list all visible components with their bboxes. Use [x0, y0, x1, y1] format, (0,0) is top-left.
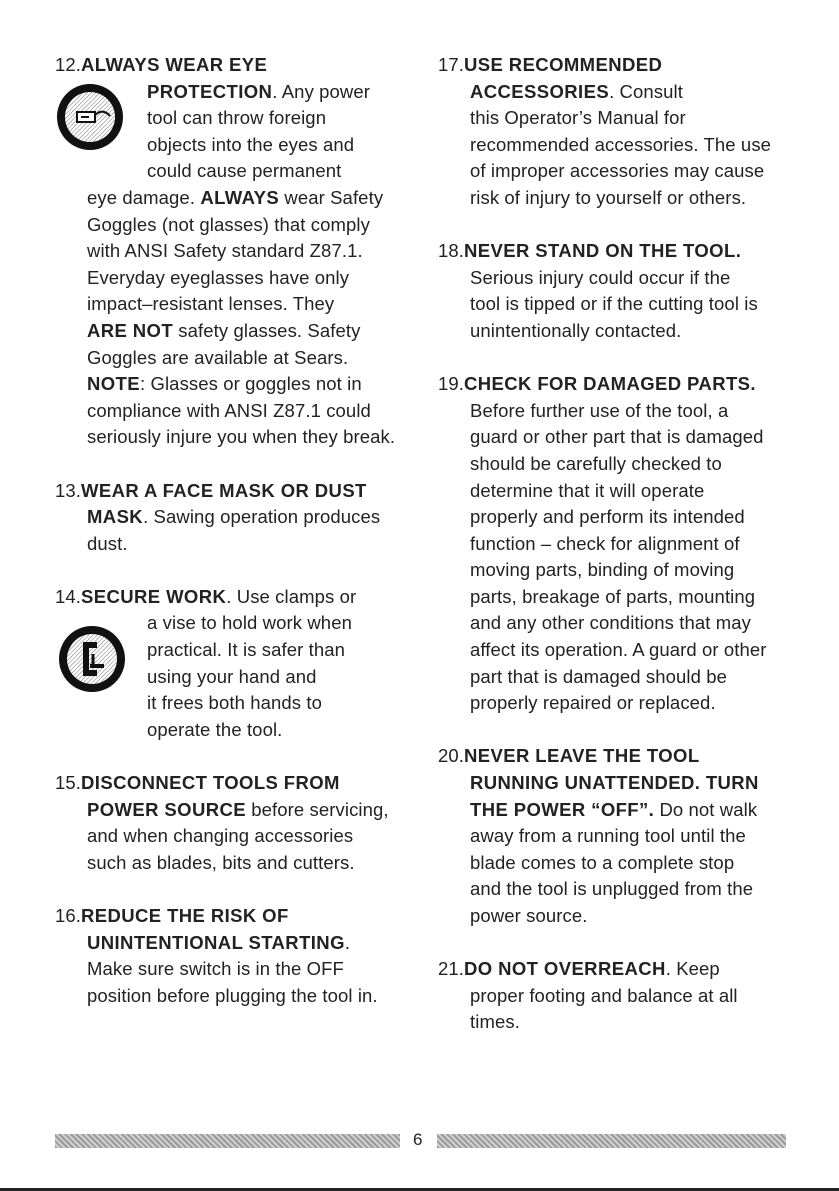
- item-title: WEAR A FACE MASK OR DUST: [81, 479, 367, 501]
- item-text: before servicing,: [245, 798, 389, 820]
- item-text: blade comes to a complete stop: [470, 851, 735, 873]
- item-21: [438, 956, 808, 1036]
- item-number: 19.: [438, 373, 465, 395]
- item-16: [55, 903, 407, 1009]
- item-12: [55, 52, 407, 451]
- item-text: impact–resistant lenses. They: [87, 293, 335, 315]
- item-text: Serious injury could occur if the: [470, 266, 731, 288]
- item-title-cont: ACCESSORIES: [470, 80, 610, 102]
- item-text: practical. It is safer than: [147, 639, 346, 661]
- item-text: Goggles are available at Sears.: [87, 346, 349, 368]
- item-19: [438, 371, 808, 717]
- page-number: 6: [413, 1130, 423, 1149]
- item-text: objects into the eyes and: [147, 133, 355, 155]
- item-text: with ANSI Safety standard Z87.1.: [87, 240, 363, 262]
- item-number: 16.: [55, 905, 82, 926]
- item-text: a vise to hold work when: [147, 612, 352, 634]
- item-text: risk of injury to yourself or others.: [470, 186, 747, 208]
- item-text: function – check for alignment of: [470, 532, 740, 554]
- item-number: 18.: [438, 240, 465, 262]
- footer-bar-left: [55, 1134, 400, 1148]
- item-title: USE RECOMMENDED: [464, 54, 663, 75]
- item-title: SECURE WORK: [81, 585, 227, 607]
- item-text: eye damage.: [87, 186, 201, 208]
- item-text: .: [750, 373, 756, 395]
- item-title-cont: PROTECTION: [147, 80, 273, 102]
- item-15: [55, 770, 407, 876]
- item-text: part that is damaged should be: [470, 665, 728, 687]
- item-text: and any other conditions that may: [470, 612, 751, 634]
- item-text: could cause permanent: [147, 160, 342, 182]
- item-text: recommended accessories. The use: [470, 133, 772, 155]
- item-number: 21.: [438, 958, 465, 980]
- item-text: compliance with ANSI Z87.1 could: [87, 399, 371, 421]
- item-text: of improper accessories may cause: [470, 160, 765, 182]
- item-text: . Keep: [665, 958, 720, 980]
- emphasis: ARE NOT: [87, 319, 174, 341]
- right-column: [438, 52, 808, 1063]
- item-text: .: [344, 931, 351, 953]
- item-text: away from a running tool until the: [470, 825, 746, 847]
- item-text: operate the tool.: [147, 718, 283, 740]
- item-text: : Glasses or goggles not in: [140, 373, 362, 395]
- item-number: 20.: [438, 745, 465, 767]
- item-text: this Operator’s Manual for: [470, 107, 686, 129]
- emphasis: ALWAYS: [200, 186, 280, 208]
- item-title-cont: UNINTENTIONAL STARTING: [87, 931, 345, 953]
- item-title: REDUCE THE RISK OF: [81, 905, 289, 926]
- item-title: CHECK FOR DAMAGED PARTS: [464, 373, 751, 395]
- item-number: 15.: [55, 772, 82, 794]
- item-text: Do not walk: [654, 798, 758, 820]
- item-title: NEVER STAND ON THE TOOL: [464, 240, 736, 262]
- item-text: safety glasses. Safety: [173, 319, 361, 341]
- item-title: NEVER LEAVE THE TOOL: [464, 745, 700, 767]
- item-text: unintentionally contacted.: [470, 319, 682, 341]
- item-text: Everyday eyeglasses have only: [87, 266, 350, 288]
- item-title-cont: POWER SOURCE: [87, 798, 246, 820]
- item-title: ALWAYS WEAR EYE: [81, 54, 268, 75]
- item-text: . Any power: [272, 80, 371, 102]
- item-title: DISCONNECT TOOLS FROM: [81, 772, 340, 794]
- item-text: seriously injure you when they break.: [87, 426, 396, 448]
- safety-goggles-icon: [55, 82, 127, 154]
- item-text: wear Safety: [279, 186, 384, 208]
- item-title-cont: RUNNING UNATTENDED. TURN: [470, 772, 759, 794]
- item-title: DO NOT OVERREACH: [464, 958, 666, 980]
- item-text: moving parts, binding of moving: [470, 559, 735, 581]
- item-text: Before further use of the tool, a: [470, 399, 729, 421]
- item-text: .: [735, 240, 742, 262]
- item-text: dust.: [87, 532, 128, 554]
- item-number: 14.: [55, 585, 82, 607]
- item-title-cont: MASK: [87, 506, 144, 528]
- item-text: Make sure switch is in the OFF: [87, 958, 344, 980]
- item-text: . Use clamps or: [226, 585, 357, 607]
- left-column: [55, 52, 407, 1036]
- item-text: and the tool is unplugged from the: [470, 878, 754, 900]
- item-text: properly repaired or replaced.: [470, 692, 716, 714]
- item-text: affect its operation. A guard or other: [470, 639, 767, 661]
- item-text: proper footing and balance at all: [470, 984, 738, 1006]
- item-title-cont: THE POWER “OFF”.: [470, 798, 655, 820]
- item-text: parts, breakage of parts, mounting: [470, 585, 756, 607]
- item-text: tool is tipped or if the cutting tool is: [470, 293, 758, 315]
- item-text: using your hand and: [147, 665, 317, 687]
- item-18: [438, 238, 808, 344]
- item-text: it frees both hands to: [147, 692, 322, 714]
- item-text: and when changing accessories: [87, 825, 354, 847]
- item-17: [438, 52, 808, 212]
- item-text: guard or other part that is damaged: [470, 426, 764, 448]
- item-text: power source.: [470, 905, 588, 926]
- item-number: 12.: [55, 54, 82, 75]
- item-text: . Sawing operation produces: [143, 506, 381, 528]
- item-text: position before plugging the tool in.: [87, 984, 378, 1006]
- item-20: [438, 743, 808, 929]
- item-text: determine that it will operate: [470, 479, 705, 501]
- item-text: tool can throw foreign: [147, 107, 327, 129]
- item-number: 13.: [55, 479, 82, 501]
- item-text: should be carefully checked to: [470, 452, 722, 474]
- item-text: properly and perform its intended: [470, 506, 745, 528]
- page-footer: [55, 1130, 786, 1149]
- clamp-icon: [57, 624, 129, 696]
- item-number: 17.: [438, 54, 465, 75]
- item-13: [55, 478, 407, 558]
- footer-bar-right: [437, 1134, 786, 1148]
- item-text: times.: [470, 1011, 520, 1033]
- item-14: [55, 584, 407, 744]
- item-text: such as blades, bits and cutters.: [87, 851, 355, 873]
- note-label: NOTE: [87, 373, 140, 395]
- item-text: Goggles (not glasses) that comply: [87, 213, 370, 235]
- item-text: . Consult: [609, 80, 683, 102]
